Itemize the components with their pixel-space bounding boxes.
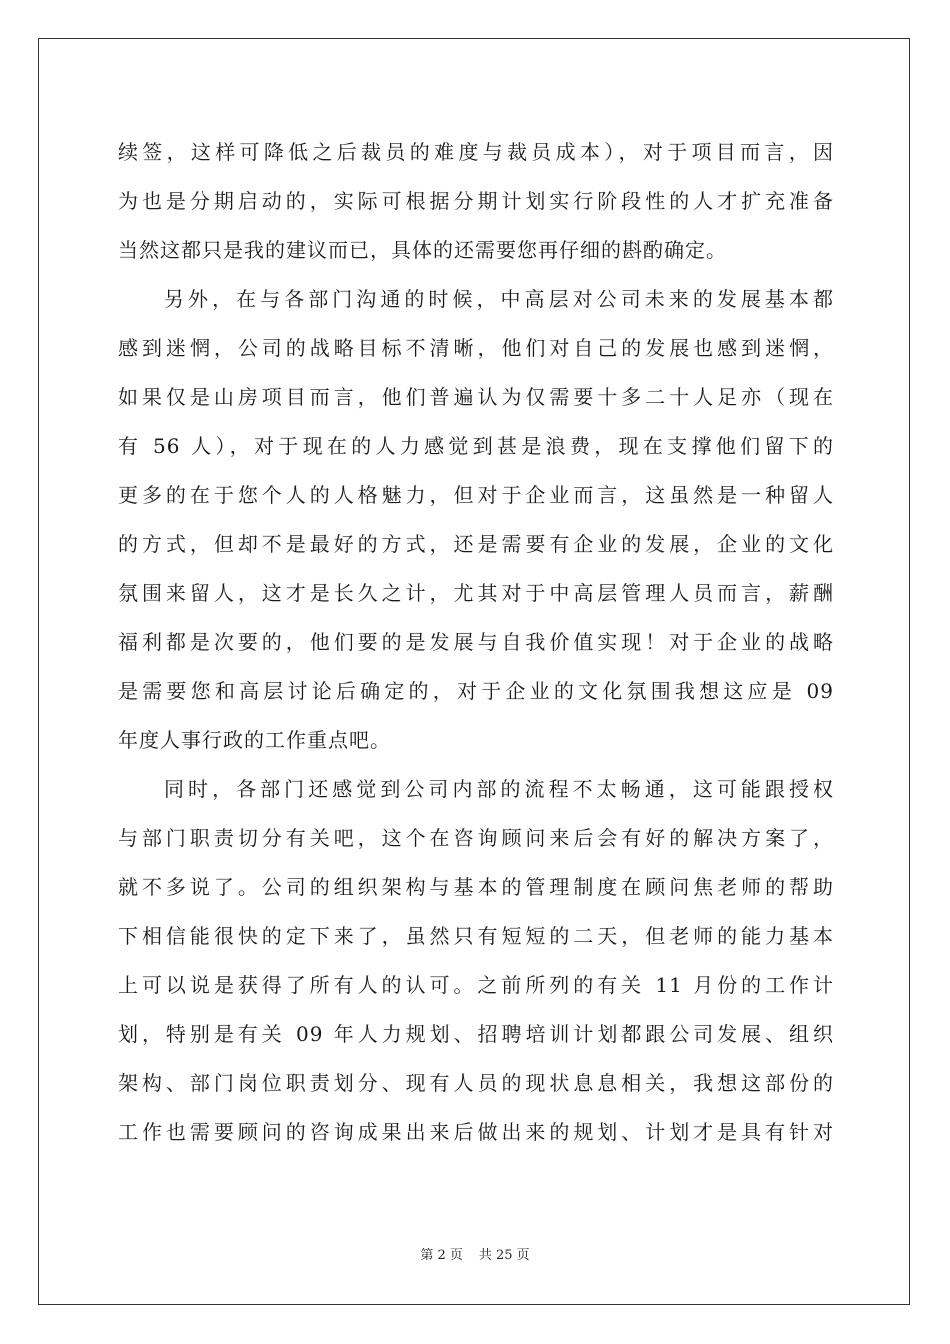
text-line: 架构、部门岗位职责划分、现有人员的现状息息相关，我想这部份的	[118, 1071, 834, 1095]
paragraph-start-line: 另外，在与各部门沟通的时候，中高层对公司未来的发展基本都	[164, 287, 834, 311]
text-line: 当然这都只是我的建议而已，具体的还需要您再仔细的斟酌确定。	[118, 238, 727, 262]
text-line: 工作也需要顾问的咨询成果出来后做出来的规划、计划才是具有针对	[118, 1120, 834, 1144]
text-line: 为也是分期启动的，实际可根据分期计划实行阶段性的人才扩充准备	[118, 189, 834, 213]
text-line: 下相信能很快的定下来了，虽然只有短短的二天，但老师的能力基本	[118, 924, 834, 948]
text-line: 年度人事行政的工作重点吧。	[118, 728, 391, 752]
text-line: 续签，这样可降低之后裁员的难度与裁员成本），对于项目而言，因	[118, 140, 834, 164]
text-line: 就不多说了。公司的组织架构与基本的管理制度在顾问焦老师的帮助	[118, 875, 834, 899]
text-line: 如果仅是山房项目而言，他们普遍认为仅需要十多二十人足亦（现在	[118, 385, 834, 409]
page-number: 第 2 页	[420, 1248, 463, 1263]
total-pages: 共 25 页	[478, 1248, 530, 1263]
text-line: 更多的在于您个人的人格魅力，但对于企业而言，这虽然是一种留人	[118, 483, 834, 507]
text-line: 福利都是次要的，他们要的是发展与自我价值实现！对于企业的战略	[118, 630, 834, 654]
text-line: 上可以说是获得了所有人的认可。之前所列的有关 11 月份的工作计	[118, 973, 834, 997]
paragraph-start-line: 同时，各部门还感觉到公司内部的流程不太畅通，这可能跟授权	[164, 777, 834, 801]
page-footer	[0, 1244, 950, 1263]
text-line: 的方式，但却不是最好的方式，还是需要有企业的发展，企业的文化	[118, 532, 834, 556]
text-line: 感到迷惘，公司的战略目标不清晰，他们对自己的发展也感到迷惘，	[118, 336, 834, 360]
text-line: 划，特别是有关 09 年人力规划、招聘培训计划都跟公司发展、组织	[118, 1022, 834, 1046]
document-body	[118, 128, 834, 1157]
text-line: 与部门职责切分有关吧，这个在咨询顾问来后会有好的解决方案了，	[118, 826, 834, 850]
text-line: 是需要您和高层讨论后确定的，对于企业的文化氛围我想这应是 09	[118, 679, 834, 703]
text-line: 氛围来留人，这才是长久之计，尤其对于中高层管理人员而言，薪酬	[118, 581, 834, 605]
text-line: 有 56 人），对于现在的人力感觉到甚是浪费，现在支撑他们留下的	[118, 434, 834, 458]
